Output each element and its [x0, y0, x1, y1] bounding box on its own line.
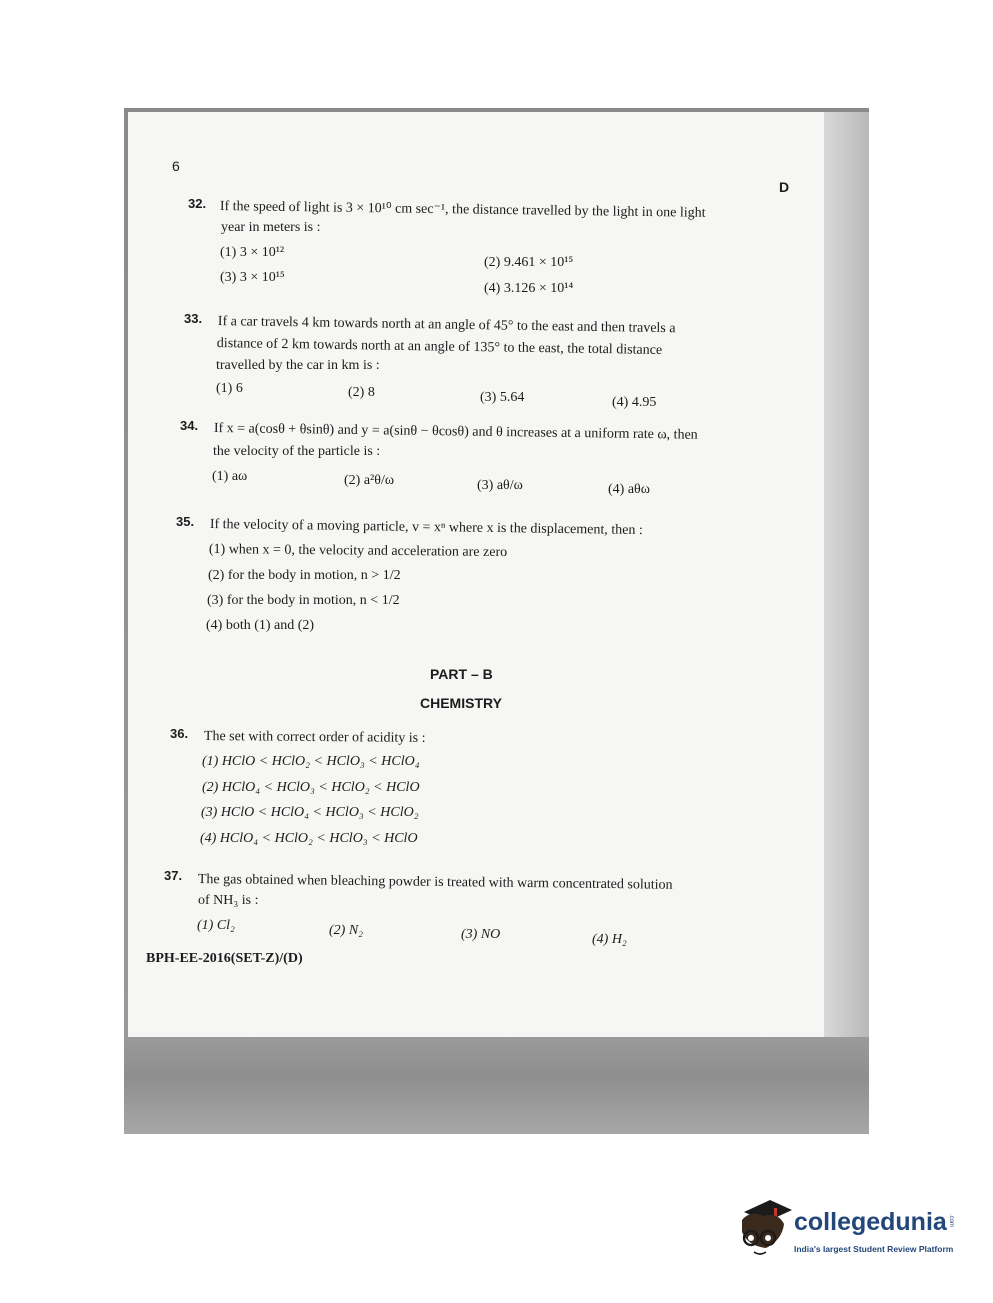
option: (3) 5.64: [480, 390, 525, 405]
collegedunia-logo[interactable]: [736, 1196, 961, 1266]
option: (2) N₂: [329, 923, 364, 938]
option: (3) NO: [461, 927, 501, 942]
subject-heading: CHEMISTRY: [420, 695, 502, 711]
scanner-bed: [124, 1037, 869, 1134]
option: (2) for the body in motion, n > 1/2: [208, 568, 401, 583]
page-number: 6: [172, 158, 180, 174]
question-text: year in meters is :: [221, 220, 321, 235]
question-number: 35.: [176, 514, 195, 529]
option: (2) 9.461 × 10¹⁵: [484, 255, 574, 270]
logo-domain-suffix: .com: [948, 1214, 954, 1228]
question-text: The gas obtained when bleaching powder is treated with warm concentrated solution: [197, 871, 673, 893]
question-text: travelled by the car in km is :: [216, 358, 380, 373]
option: (4) H₂: [592, 932, 627, 947]
question-number: 37.: [164, 868, 183, 883]
sheet-edge-shadow: [824, 112, 869, 1042]
option: (1) Cl₂: [197, 918, 235, 933]
question-number: 33.: [184, 311, 203, 326]
option: (4) 3.126 × 10¹⁴: [484, 281, 574, 296]
question-number: 34.: [180, 418, 199, 433]
student-mascot-icon: [736, 1196, 794, 1266]
option: (2) HClO₄ < HClO₃ < HClO₂ < HClO: [202, 780, 420, 795]
question-text: If the speed of light is 3 × 10¹⁰ cm sec⁻¹, the distance travelled by the light in one light: [219, 198, 706, 221]
part-heading: PART – B: [430, 666, 493, 682]
question-number: 32.: [188, 196, 207, 211]
question-text: distance of 2 km towards north at an angle of 135° to the east, the total distance: [216, 335, 663, 358]
option: (2) 8: [348, 385, 375, 400]
set-code: D: [779, 179, 790, 195]
option: (1) 3 × 10¹²: [220, 245, 285, 260]
paper-code-footer: BPH-EE-2016(SET-Z)/(D): [146, 951, 303, 966]
option: (3) for the body in motion, n < 1/2: [207, 593, 400, 608]
option: (1) aω: [212, 469, 248, 484]
option: (3) aθ/ω: [477, 478, 523, 493]
logo-wordmark: collegedunia: [794, 1208, 947, 1236]
option: (1) when x = 0, the velocity and acceleration are zero: [208, 541, 508, 561]
question-text: If a car travels 4 km towards north at an angle of 45° to the east and then travels a: [217, 313, 676, 337]
option: (4) HClO₄ < HClO₂ < HClO₃ < HClO: [200, 831, 418, 846]
option: (3) HClO < HClO₄ < HClO₃ < HClO₂: [201, 805, 419, 820]
question-text: If the velocity of a moving particle, v = xⁿ where x is the displacement, then :: [209, 516, 643, 539]
option: (1) HClO < HClO₂ < HClO₃ < HClO₄: [202, 754, 420, 769]
option: (3) 3 × 10¹⁵: [220, 270, 285, 285]
question-text: the velocity of the particle is :: [213, 444, 381, 459]
option: (4) aθω: [608, 482, 650, 497]
option: (4) 4.95: [612, 395, 657, 410]
question-text: of NH₃ is :: [198, 893, 259, 908]
question-text: If x = a(cosθ + θsinθ) and y = a(sinθ − θcosθ) and θ increases at a uniform rate ω, then: [213, 420, 698, 443]
question-number: 36.: [170, 726, 189, 741]
option: (2) a²θ/ω: [344, 473, 395, 488]
option: (4) both (1) and (2): [206, 618, 315, 633]
logo-tagline: India's largest Student Review Platform: [794, 1244, 954, 1254]
question-text: The set with correct order of acidity is :: [203, 728, 426, 746]
option: (1) 6: [216, 381, 243, 396]
